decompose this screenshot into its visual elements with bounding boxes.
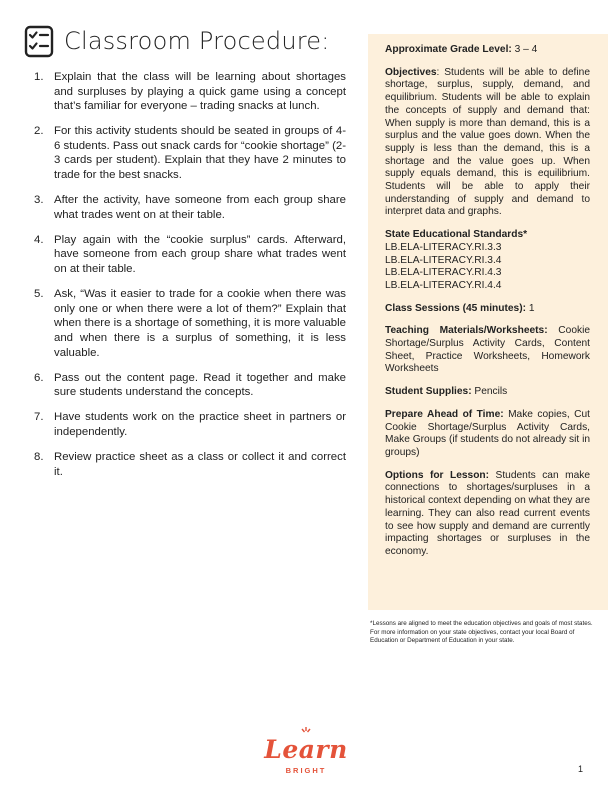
student-supplies-value: Pencils xyxy=(471,386,508,398)
step-text: Explain that the class will be learning about shortages and surpluses by playing a quick game using a concept that’s familiar for everyone – trading snacks at lunch. xyxy=(54,71,346,113)
standards-label: State Educational Standards* xyxy=(385,229,528,241)
teaching-materials-value: Cookie Shortage/Surplus Activity Cards, Content Sheet, Practice Worksheets, Homework Worksheets xyxy=(385,325,591,375)
standards-footnote: *Lessons are aligned to meet the education objectives and goals of most states. For more information on your state objectives, contact your local Board of Education or Department of Education in your state. xyxy=(370,620,593,645)
logo-word: Learn xyxy=(264,735,348,764)
prepare-ahead-label: Prepare Ahead of Time: xyxy=(385,408,504,420)
step-number: 6. xyxy=(34,371,44,384)
objectives-label: Objectives xyxy=(385,66,437,78)
lesson-options-label: Options for Lesson: xyxy=(385,469,490,481)
step-text: Ask, “Was it easier to trade for a cookie when there was only one or when there were a lot of them?” Explain that when there is a shortage of something, it is more valuable and when there is a surplus of something, it is less valuable. xyxy=(54,288,346,359)
step-number: 5. xyxy=(34,288,44,301)
step-number: 3. xyxy=(34,194,44,207)
page-title: Classroom Procedure: xyxy=(64,27,330,55)
step-number: 2. xyxy=(34,125,44,138)
page-header xyxy=(24,24,330,58)
step-text: Play again with the “cookie surplus” cards. Afterward, have someone from each group share what trades went on at their table. xyxy=(54,233,346,276)
step-text: Have students work on the practice sheet in partners or independently. xyxy=(54,411,346,438)
page-number: 1 xyxy=(578,764,584,774)
procedure-step xyxy=(34,287,346,360)
checklist-icon xyxy=(24,24,54,58)
prepare-ahead xyxy=(385,409,590,460)
logo-subtitle: BRIGHT xyxy=(285,766,327,775)
grade-level-label: Approximate Grade Level: xyxy=(385,44,512,55)
procedure-step xyxy=(34,124,346,182)
student-supplies xyxy=(385,386,590,399)
lesson-info-sidebar xyxy=(368,34,608,610)
state-standards xyxy=(385,229,590,293)
procedure-step xyxy=(34,193,346,222)
standard-item: LB.ELA-LITERACY.RI.3.3 xyxy=(385,241,502,253)
class-sessions xyxy=(385,303,590,316)
student-supplies-label: Student Supplies: xyxy=(385,386,472,398)
grade-level-value: 3 – 4 xyxy=(511,44,538,55)
procedure-step xyxy=(34,371,346,400)
lesson-options xyxy=(385,470,590,559)
step-text: For this activity students should be seated in groups of 4-6 students. Pass out snack cards for “cookie shortage” (2-3 cards per student). Explain that they have 2 minutes to trade for the best snacks. xyxy=(54,125,346,182)
grade-level xyxy=(385,44,590,57)
procedure-step xyxy=(34,70,346,114)
teaching-materials xyxy=(385,325,590,376)
teaching-materials-label: Teaching Materials/Worksheets: xyxy=(385,325,548,337)
step-text: Review practice sheet as a class or collect it and correct it. xyxy=(54,450,346,478)
learn-bright-logo xyxy=(256,727,356,782)
procedure-list xyxy=(34,70,346,490)
class-sessions-label: Class Sessions (45 minutes): xyxy=(385,302,526,314)
step-number: 7. xyxy=(34,411,44,424)
objectives-value: : Students will be able to define shortage, surplus, supply, demand, and equilibrium. Students will be able to explain the concepts of supply and demand that: When supply is more than demand, this is a surplus and the value goes down. When the supply is less than the demand, this is a shortage and the value goes up. When supply equals demand, this is equilibrium. Students will be able to apply their understanding of supply and demand to interpret data and graphs. xyxy=(385,66,590,218)
prepare-ahead-value: Make copies, Cut Cookie Shortage/Surplus Activity Cards, Make Groups (if students do not already sit in groups) xyxy=(385,408,590,458)
procedure-step xyxy=(34,410,346,439)
standard-item: LB.ELA-LITERACY.RI.3.4 xyxy=(385,254,502,266)
step-text: After the activity, have someone from each group share what trades went on at their table. xyxy=(54,194,346,221)
procedure-step xyxy=(34,450,346,479)
lesson-options-value: Students can make connections to shortages/surpluses in a historical context depending on what they are learning. They can also read current events to see how supply and demand are currently impacting shortages or surpluses in the economy. xyxy=(385,469,591,557)
step-number: 1. xyxy=(34,71,44,83)
step-text: Pass out the content page. Read it together and make sure students understand the concepts. xyxy=(54,371,346,399)
standard-item: LB.ELA-LITERACY.RI.4.3 xyxy=(385,267,502,279)
standard-item: LB.ELA-LITERACY.RI.4.4 xyxy=(385,279,502,291)
objectives xyxy=(385,67,590,219)
procedure-step xyxy=(34,233,346,277)
step-number: 4. xyxy=(34,233,44,246)
class-sessions-value: 1 xyxy=(525,302,535,314)
step-number: 8. xyxy=(34,450,44,463)
